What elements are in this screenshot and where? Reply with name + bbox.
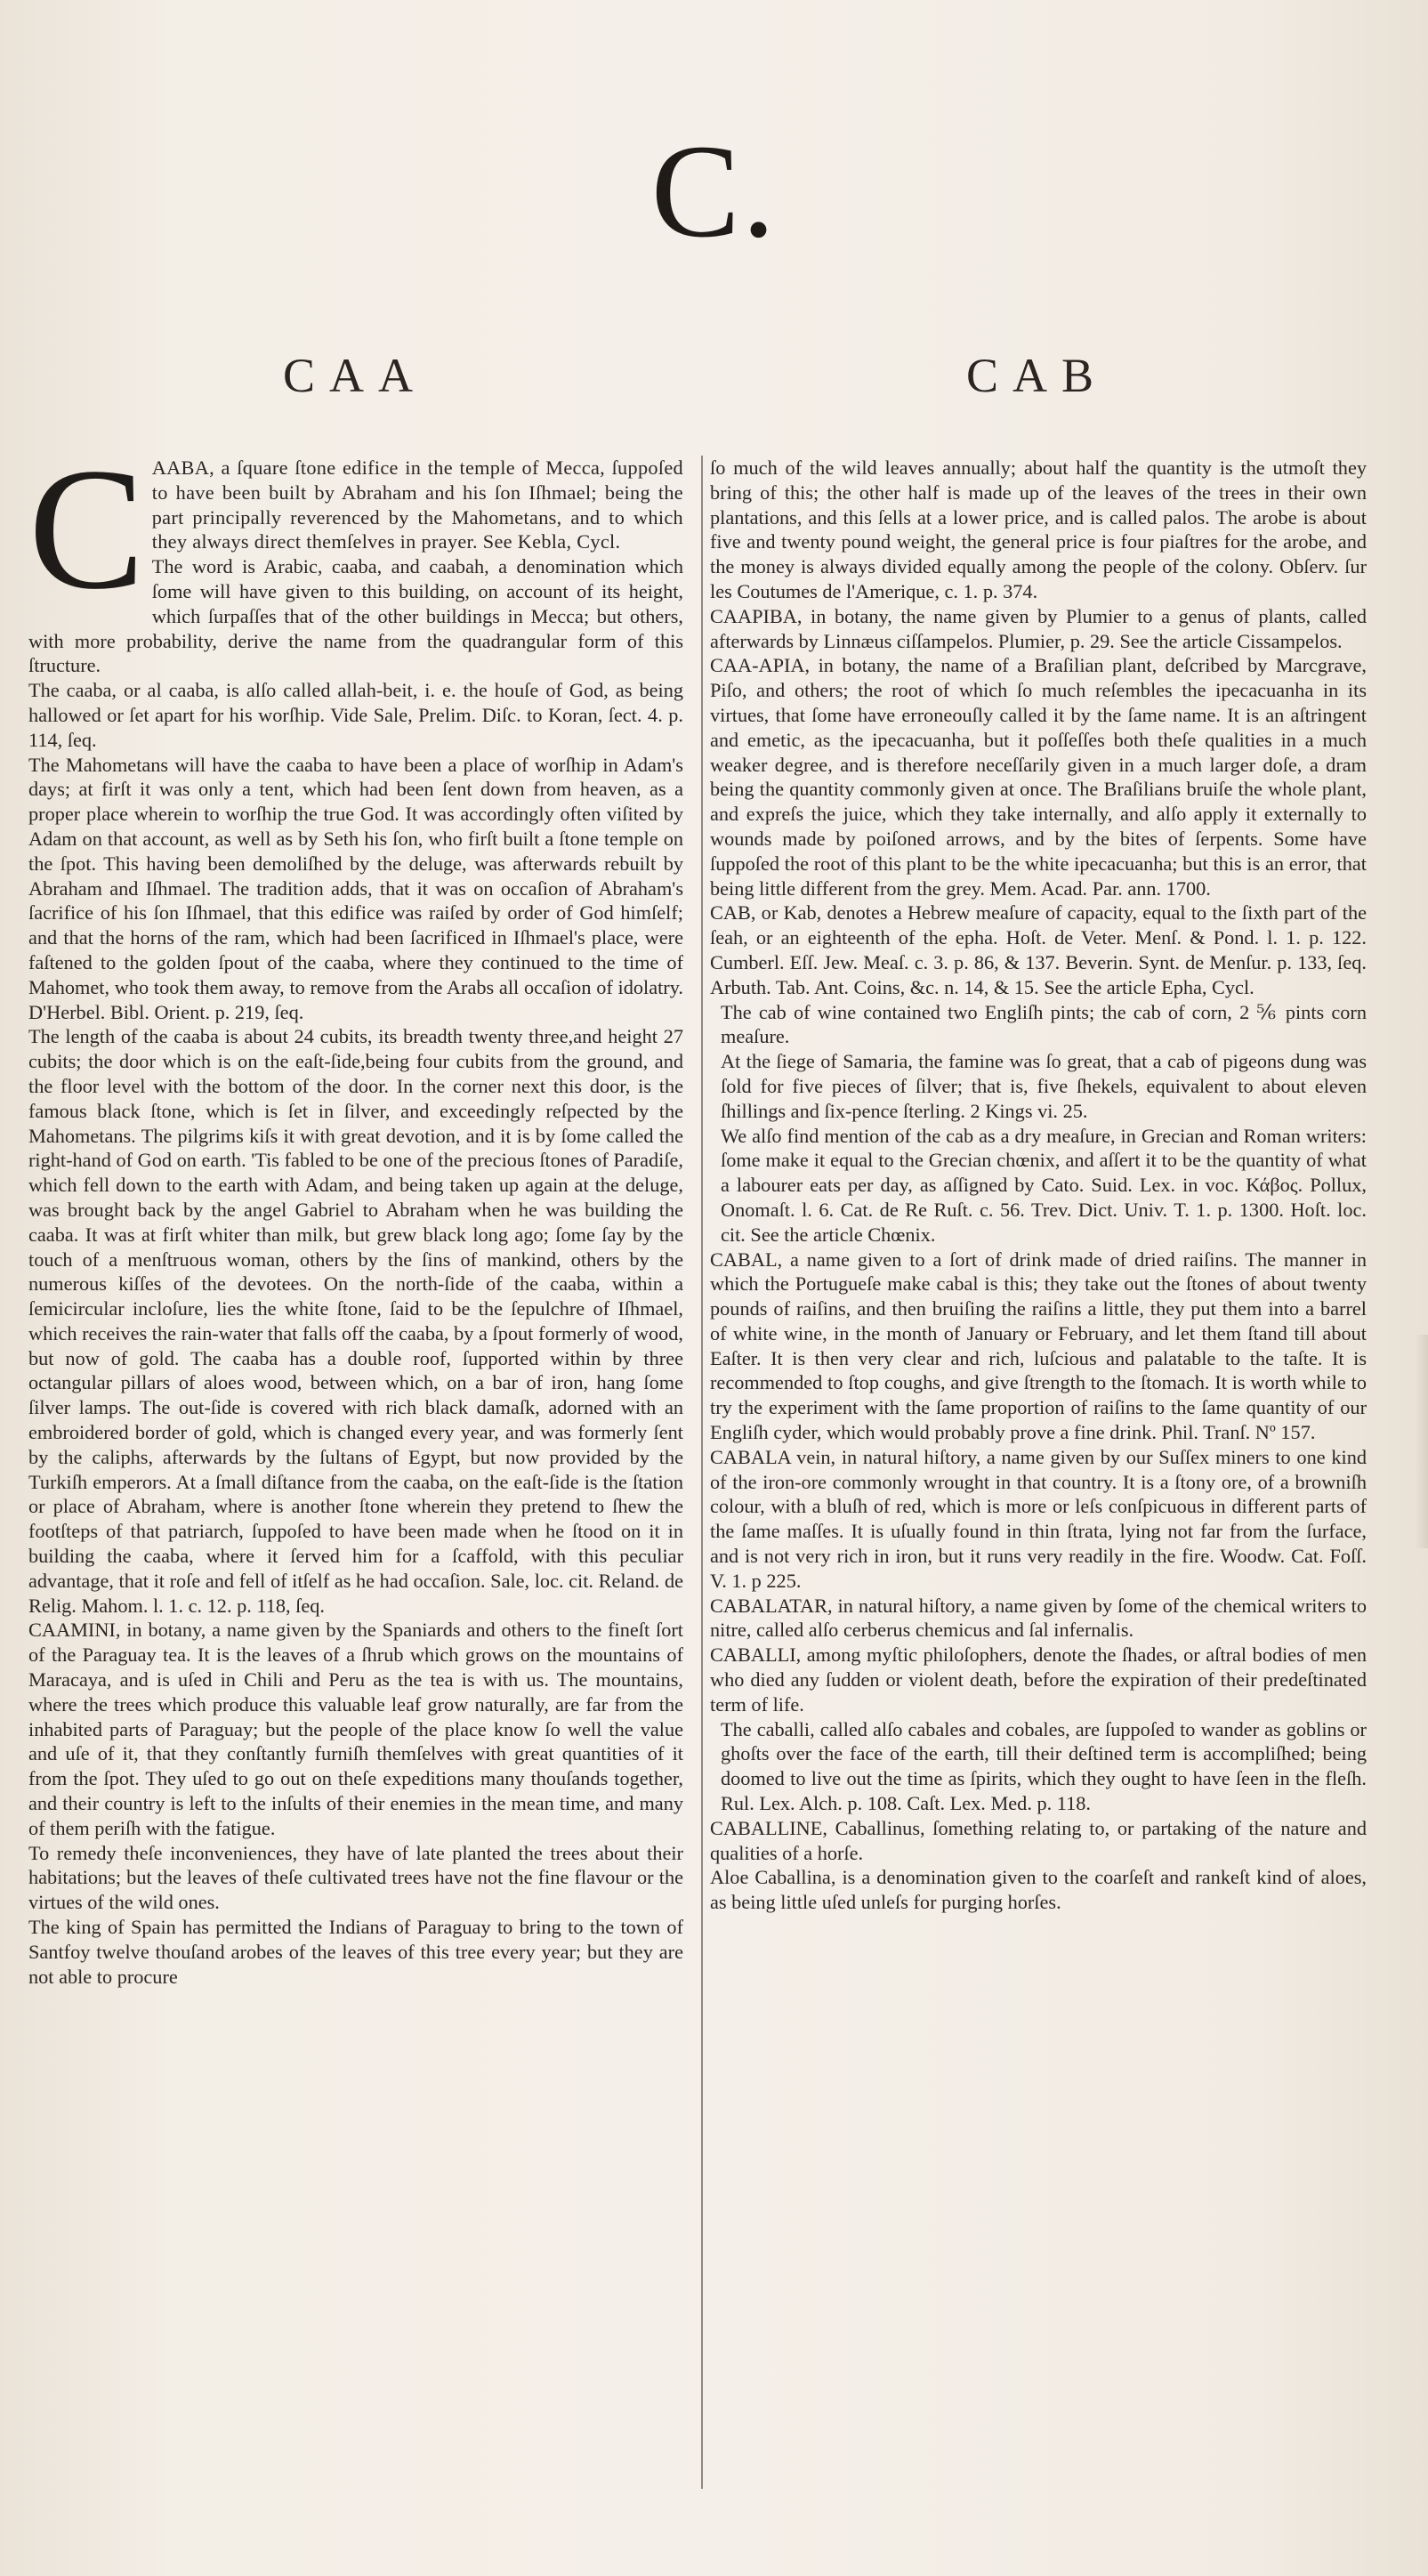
drop-cap: C [28,456,145,626]
paragraph: The cab of wine contained two Engliſh pints; the cab of corn, 2 ⅚ pints corn meaſure. [721,1000,1367,1048]
entry-caballine: CABALLINE, Caballinus, ſomething relating to, or partaking of the nature and qualities of a horſe. [710,1816,1367,1864]
paragraph: To remedy theſe inconveniences, they have of late planted the trees about their habitations; but the leaves of theſe cultivated trees have not the fine flavour or the virtues of the wild ones. [28,1841,683,1914]
entry-aloe-caballina: Aloe Caballina, is a denomination given to the coarſeſt and rankeſt kind of aloes, as being little uſed unleſs for purging horſes. [710,1866,1367,1914]
paragraph: The word is Arabic, caaba, and caabah, a denomination which ſome will have given to this building, on account of its height, which ſurpaſſes that of the other buildings in Mecca; but others, with more probability, derive the name from the quadrangular form of this ſtructure. [28,555,683,677]
paragraph: The Mahometans will have the caaba to have been a place of worſhip in Adam's days; at firſt it was only a tent, which had been ſent down from heaven, as a proper place wherein to worſhip the true God. It was accordingly often viſited by Adam on that account, as well as by Seth his ſon, who firſt built a ſtone temple on the ſpot. This having been demoliſhed by the deluge, was afterwards rebuilt by Abraham and Iſhmael. The tradition adds, that it was on occaſion of Abraham's ſacrifice of his ſon Iſhmael, that this edifice was raiſed by order of God himſelf; and that the horns of the ram, which had been ſacrificed in Iſhmael's place, were faſtened to the golden ſpout of the caaba, where they continued to the time of Mahomet, who took them away, to remove from the Arabs all occaſion of idolatry. D'Herbel. Bibl. Orient. p. 219, ſeq. [28,753,683,1023]
paragraph: ſo much of the wild leaves annually; about half the quantity is the utmoſt they bring of this; the other half is made up of the leaves of the trees in their own plantations, and this ſells at a lower price, and is called palos. The arobe is about five and twenty pound weight, the general price is four piaſtres for the arobe, and the money is always divided equally among the people of the colony. Obſerv. ſur les Coutumes de l'Amerique, c. 1. p. 374. [710,456,1367,602]
page-edge-shadow [1416,1335,1428,1548]
paragraph: We alſo find mention of the cab as a dry meaſure, in Grecian and Roman writers: ſome make it equal to the Grecian chœnix, and aſſert it to be the quantity of what a labourer eats per day, as aſſigned by Cato. Suid. Lex. in voc. Κάβος. Pollux, Onomaſt. l. 6. Cat. de Re Ruſt. c. 56. Trev. Dict. Univ. T. 1. p. 1300. Hoſt. loc. cit. See the article Chœnix. [721,1124,1367,1246]
paragraph: The length of the caaba is about 24 cubits, its breadth twenty three,and height 27 cubits; the door which is on the eaſt-ſide,being four cubits from the ground, and the floor level with the bottom of the door. In the corner next this door, is the famous black ſtone, which is ſet in ſilver, and exceedingly reſpected by the Mahometans. The pilgrims kiſs it with great devotion, and it is by ſome called the right-hand of God on earth. 'Tis fabled to be one of the precious ſtones of Paradiſe, which fell down to the earth with Adam, and being taken up again at the deluge, was brought back by the angel Gabriel to Abraham when he was building the caaba. It was at firſt whiter than milk, but grew black long ago; ſome ſay by the touch of a menſtruous woman, others by the ſins of mankind, others by the numerous kiſſes of the devotees. On the north-ſide of the caaba, within a ſemicircular incloſure, lies the white ſtone, ſaid to be the ſepulchre of Iſhmael, which receives the rain-water that falls off the caaba, by a ſpout formerly of wood, but now of gold. The caaba has a double roof, ſupported within by three octangular pillars of aloes wood, between which, on a bar of iron, hang ſome ſilver lamps. The out-ſide is covered with rich black damaſk, adorned with an embroidered border of gold, which is changed every year, and was formerly ſent by the caliphs, afterwards by the ſultans of Egypt, but now provided by the Turkiſh emperors. At a ſmall diſtance from the caaba, on the eaſt-ſide is the ſtation or place of Abraham, where is another ſtone wherein they pretend to ſhew the footſteps of that patriarch, ſuppoſed to have been made when he ſtood on it in building the caaba, where it ſerved him for a ſcaffold, with this peculiar advantage, that it roſe and fell of itſelf as he had occaſion. Sale, loc. cit. Reland. de Relig. Mahom. l. 1. c. 12. p. 118, ſeq. [28,1025,683,1617]
entry-caapiba: CAAPIBA, in botany, the name given by Plumier to a genus of plants, called afterwards by Linnæus ciſſampelos. Plumier, p. 29. See the article Cissampelos. [710,604,1367,652]
paragraph: At the ſiege of Samaria, the famine was ſo great, that a cab of pigeons dung was ſold for five pieces of ſilver; that is, five ſhekels, equivalent to about eleven ſhillings and ſix-pence ſterling. 2 Kings vi. 25. [721,1050,1367,1122]
entry-text: AABA, a ſquare ſtone edifice in the temple of Mecca, ſuppoſed to have been built by Abraham and his ſon Iſhmael; being the part principally reverenced by the Mahometans, and to which they always direct themſelves in prayer. See Kebla, Cycl. [151,456,683,553]
section-letter: C. [650,117,778,265]
entry-caamini: CAAMINI, in botany, a name given by the Spaniards and others to the fineſt ſort of the Paraguay tea. It is the leaves of a ſhrub which grows on the mountains of Maracaya, and is uſed in Chili and Peru as the tea is with us. The mountains, where the trees which produce this valuable leaf grow naturally, are far from the inhabited parts of Paraguay; but the people of the place know ſo well the value and uſe of it, that they conſtantly furniſh themſelves with great quantities of it from the ſpot. They uſed to go out on theſe expeditions many thouſands together, and their country is left to the inſults of their enemies in the mean time, and many of them periſh with the fatigue. [28,1619,683,1839]
entry-caa-apia: CAA-APIA, in botany, the name of a Braſilian plant, deſcribed by Marcgrave, Piſo, and others; the root of which ſo much reſembles the ipecacuanha in its virtues, that ſome have erroneouſly called it by the ſame name. It is an aſtringent and emetic, as the ipecacuanha, but it poſſeſſes both theſe qualities in a much weaker degree, and is therefore neceſſarily given in a much larger doſe, a dram being the quantity commonly given at once. The Braſilians bruiſe the whole plant, and expreſs the juice, which they take internally, and alſo apply it externally to wounds made by poiſoned arrows, and by the bites of ſerpents. Some have ſuppoſed the root of this plant to be the white ipecacuanha; but this is an error, that being little different from the grey. Mem. Acad. Par. ann. 1700. [710,654,1367,900]
paragraph: The caballi, called alſo cabales and cobales, are ſuppoſed to wander as goblins or ghoſts over the face of the earth, till their deſtined term is accompliſhed; being doomed to live out the time as ſpirits, which they ought to have ſeen in the fleſh. Rul. Lex. Alch. p. 108. Caſt. Lex. Med. p. 118. [721,1717,1367,1815]
left-column-header: CAA [283,349,428,402]
column-divider [701,456,703,2489]
entry-caballi: CABALLI, among myſtic philoſophers, denote the ſhades, or aſtral bodies of men who died any ſudden or violent death, before the expiration of their predeſtinated term of life. [710,1643,1367,1716]
entry-cab: CAB, or Kab, denotes a Hebrew meaſure of capacity, equal to the ſixth part of the ſeah, or an eighteenth of the epha. Hoſt. de Veter. Menſ. & Pond. l. 1. p. 122. Cumberl. Eſſ. Jew. Meaſ. c. 3. p. 86, & 137. Beverin. Synt. de Menſur. p. 133, ſeq. Arbuth. Tab. Ant. Coins, &c. n. 14, & 15. See the article Epha, Cycl. [710,901,1367,998]
paragraph: The king of Spain has permitted the Indians of Paraguay to bring to the town of Santfoy twelve thouſand arobes of the leaves of this tree every year; but they are not able to procure [28,1916,683,1988]
paragraph: The caaba, or al caaba, is alſo called allah-beit, i. e. the houſe of God, as being hallowed or ſet apart for his worſhip. Vide Sale, Prelim. Diſc. to Koran, ſect. 4. p. 114, ſeq. [28,679,683,751]
right-column [710,456,1367,2502]
left-column [28,456,683,2502]
entry-cabala: CABALA vein, in natural hiſtory, a name given by our Suſſex miners to one kind of the iron-ore commonly wrought in that country. It is a ſtony ore, of a browniſh colour, with a bluſh of red, which is more or leſs conſpicuous in different parts of the ſame maſſes. It is uſually found in thin ſtrata, lying not far from the ſurface, and is not very rich in iron, but it runs very readily in the fire. Woodw. Cat. Foſſ. V. 1. p 225. [710,1445,1367,1592]
entry-cabalatar: CABALATAR, in natural hiſtory, a name given by ſome of the chemical writers to nitre, called alſo cerberus chemicus and ſal infernalis. [710,1594,1367,1642]
entry-cabal: CABAL, a name given to a ſort of drink made of dried raiſins. The manner in which the Portugueſe make cabal is this; they take out the ſtones of about twenty pounds of raiſins, and then bruiſing the raiſins a little, they put them into a barrel of white wine, in the month of January or February, and let them ſtand till about Eaſter. It is then very clear and rich, luſcious and palatable to the taſte. It is recommended to ſtop coughs, and give ſtrength to the ſtomach. It is worth while to try the experiment with the ſame proportion of raiſins to the ſame quantity of our Engliſh cyder, which would probably prove a fine drink. Phil. Tranſ. Nº 157. [710,1248,1367,1444]
right-column-header: CAB [966,349,1109,402]
